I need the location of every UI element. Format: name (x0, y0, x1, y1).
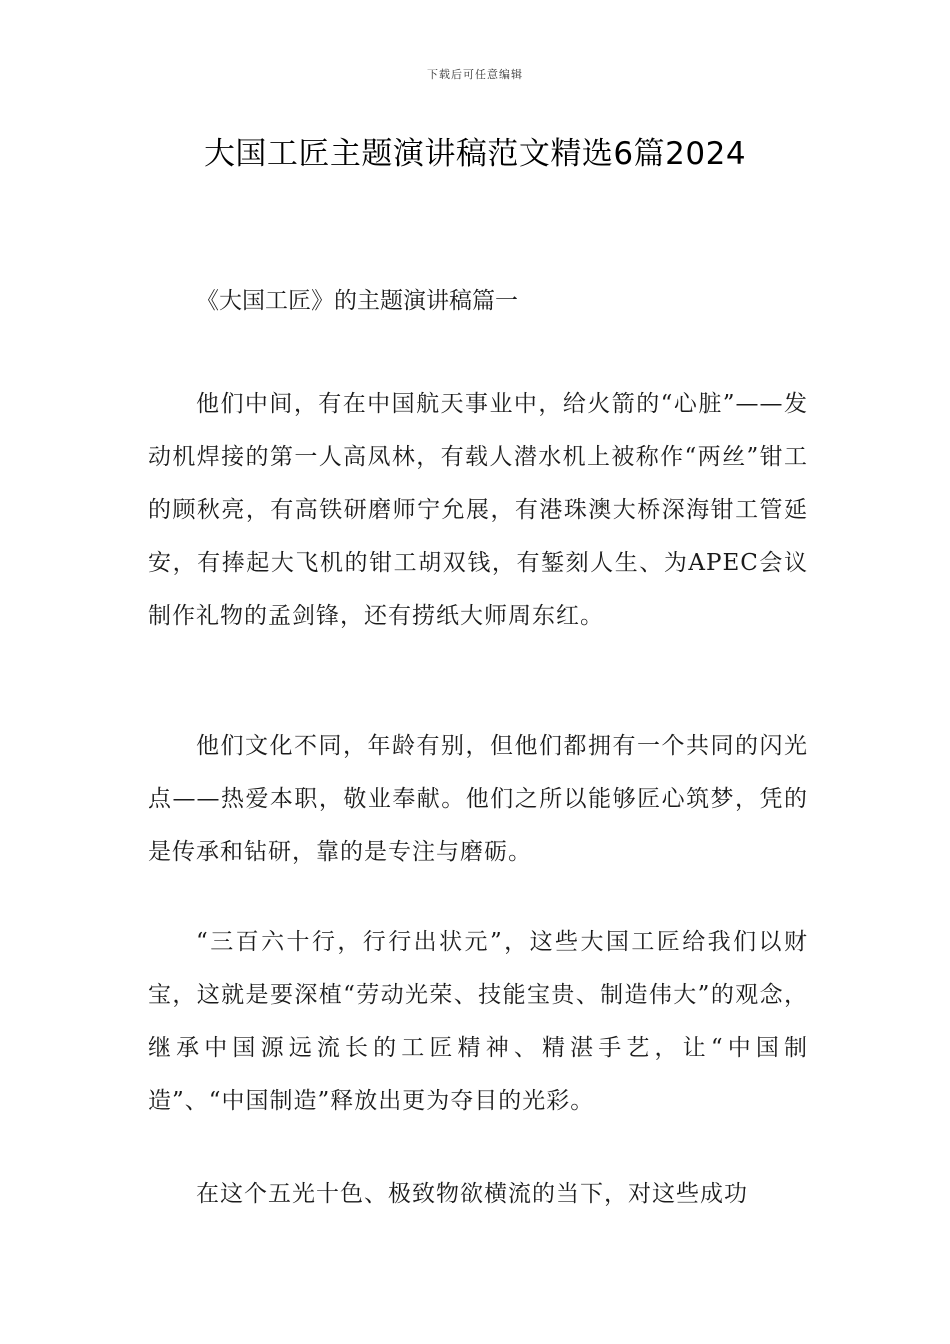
document-title: 大国工匠主题演讲稿范文精选6篇2024 (203, 136, 747, 172)
paragraph-2: 他们文化不同，年龄有别，但他们都拥有一个共同的闪光点——热爱本职，敬业奉献。他们之所以能够匠心筑梦，凭的是传承和钻研，靠的是专注与磨砺。 (148, 733, 808, 865)
paragraph-3: “三百六十行，行行出状元”，这些大国工匠给我们以财宝，这就是要深植“劳动光荣、技能宝贵、制造伟大”的观念，继承中国源远流长的工匠精神、精湛手艺，让“中国制造”、“中国制造”释放出更为夺目的光彩。 (148, 929, 808, 1114)
paragraph-4: 在这个五光十色、极致物欲横流的当下，对这些成功 (196, 1181, 748, 1207)
paragraph-1: 他们中间，有在中国航天事业中，给火箭的“心脏”——发动机焊接的第一人高凤林，有载人潜水机上被称作“两丝”钳工的顾秋亮，有高铁研磨师宁允展，有港珠澳大桥深海钳工管延安，有捧起大飞机的钳工胡双钱，有錾刻人生、为APEC会议制作礼物的孟剑锋，还有捞纸大师周东红。 (148, 391, 808, 629)
section-heading: 《大国工匠》的主题演讲稿篇一 (196, 288, 518, 314)
header-note: 下载后可任意编辑 (427, 68, 523, 81)
